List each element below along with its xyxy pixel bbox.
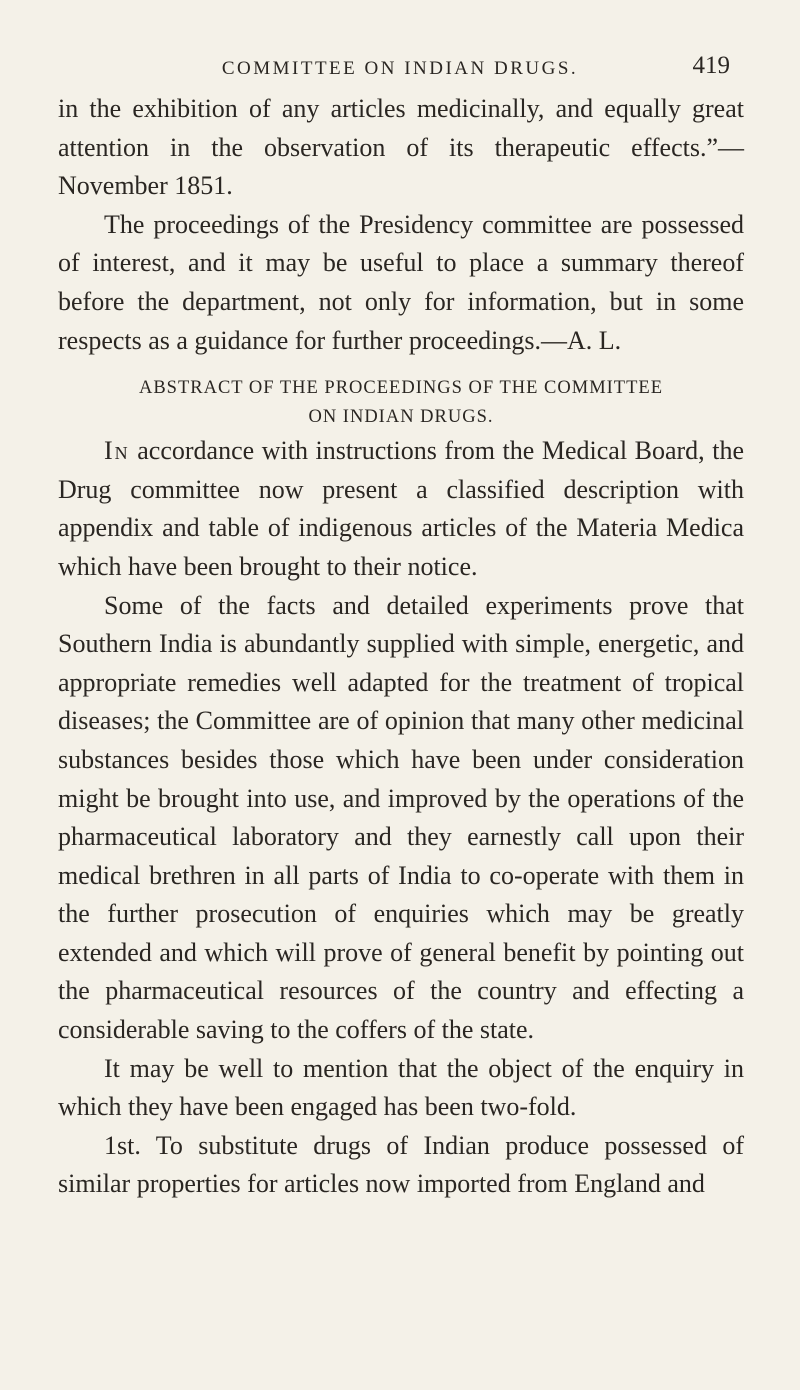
paragraph-object: It may be well to mention that the object of the enquiry in which they have been engaged has been two-fold. xyxy=(58,1053,744,1122)
paragraph-accordance-text: accordance with instructions from the Medical Board, the Drug committee now present a classified description with appendix and table of indigenous articles of the Materia Medica which have been brought to their notice. xyxy=(58,436,744,581)
abstract-heading-line-2: ON INDIAN DRUGS. xyxy=(308,407,494,428)
paragraph-accordance xyxy=(58,432,744,586)
paragraph-facts: Some of the facts and detailed experiments prove that Southern India is abundantly supplied with simple, energetic, and appropriate remedies well adapted for the treatment of tropical diseases; the Committee are of opinion that many other medicinal substances besides those which have been under consideration might be brought into use, and improved by the operations of the pharmaceutical laboratory and they earnestly call upon their medical brethren in all parts of India to co-operate with them in the further prosecution of enquiries which may be greatly extended and which will prove of general benefit by pointing out the pharmaceutical resources of the country and effecting a considerable saving to the coffers of the state. xyxy=(58,590,744,1045)
running-head: COMMITTEE ON INDIAN DRUGS. xyxy=(221,58,579,79)
paragraph-lead-word: In xyxy=(104,436,130,466)
paragraph-summary-note: The proceedings of the Presidency committee are possessed of interest, and it may be useful to place a summary thereof before the department, not only for information, but in some respects as a guidance for further proceedings.—A. L. xyxy=(58,209,744,355)
page-body xyxy=(58,90,744,1204)
paragraph-first-object: 1st. To substitute drugs of Indian produce possessed of similar properties for articles now imported from England and xyxy=(58,1130,744,1199)
abstract-heading-line-1: ABSTRACT OF THE PROCEEDINGS OF THE COMMITTEE xyxy=(138,378,663,399)
paragraph-continuation: in the exhibition of any articles medicinally, and equally great attention in the observation of its therapeutic effects.”—November 1851. xyxy=(58,94,744,201)
page-number: 419 xyxy=(692,52,730,79)
abstract-heading xyxy=(58,374,744,432)
